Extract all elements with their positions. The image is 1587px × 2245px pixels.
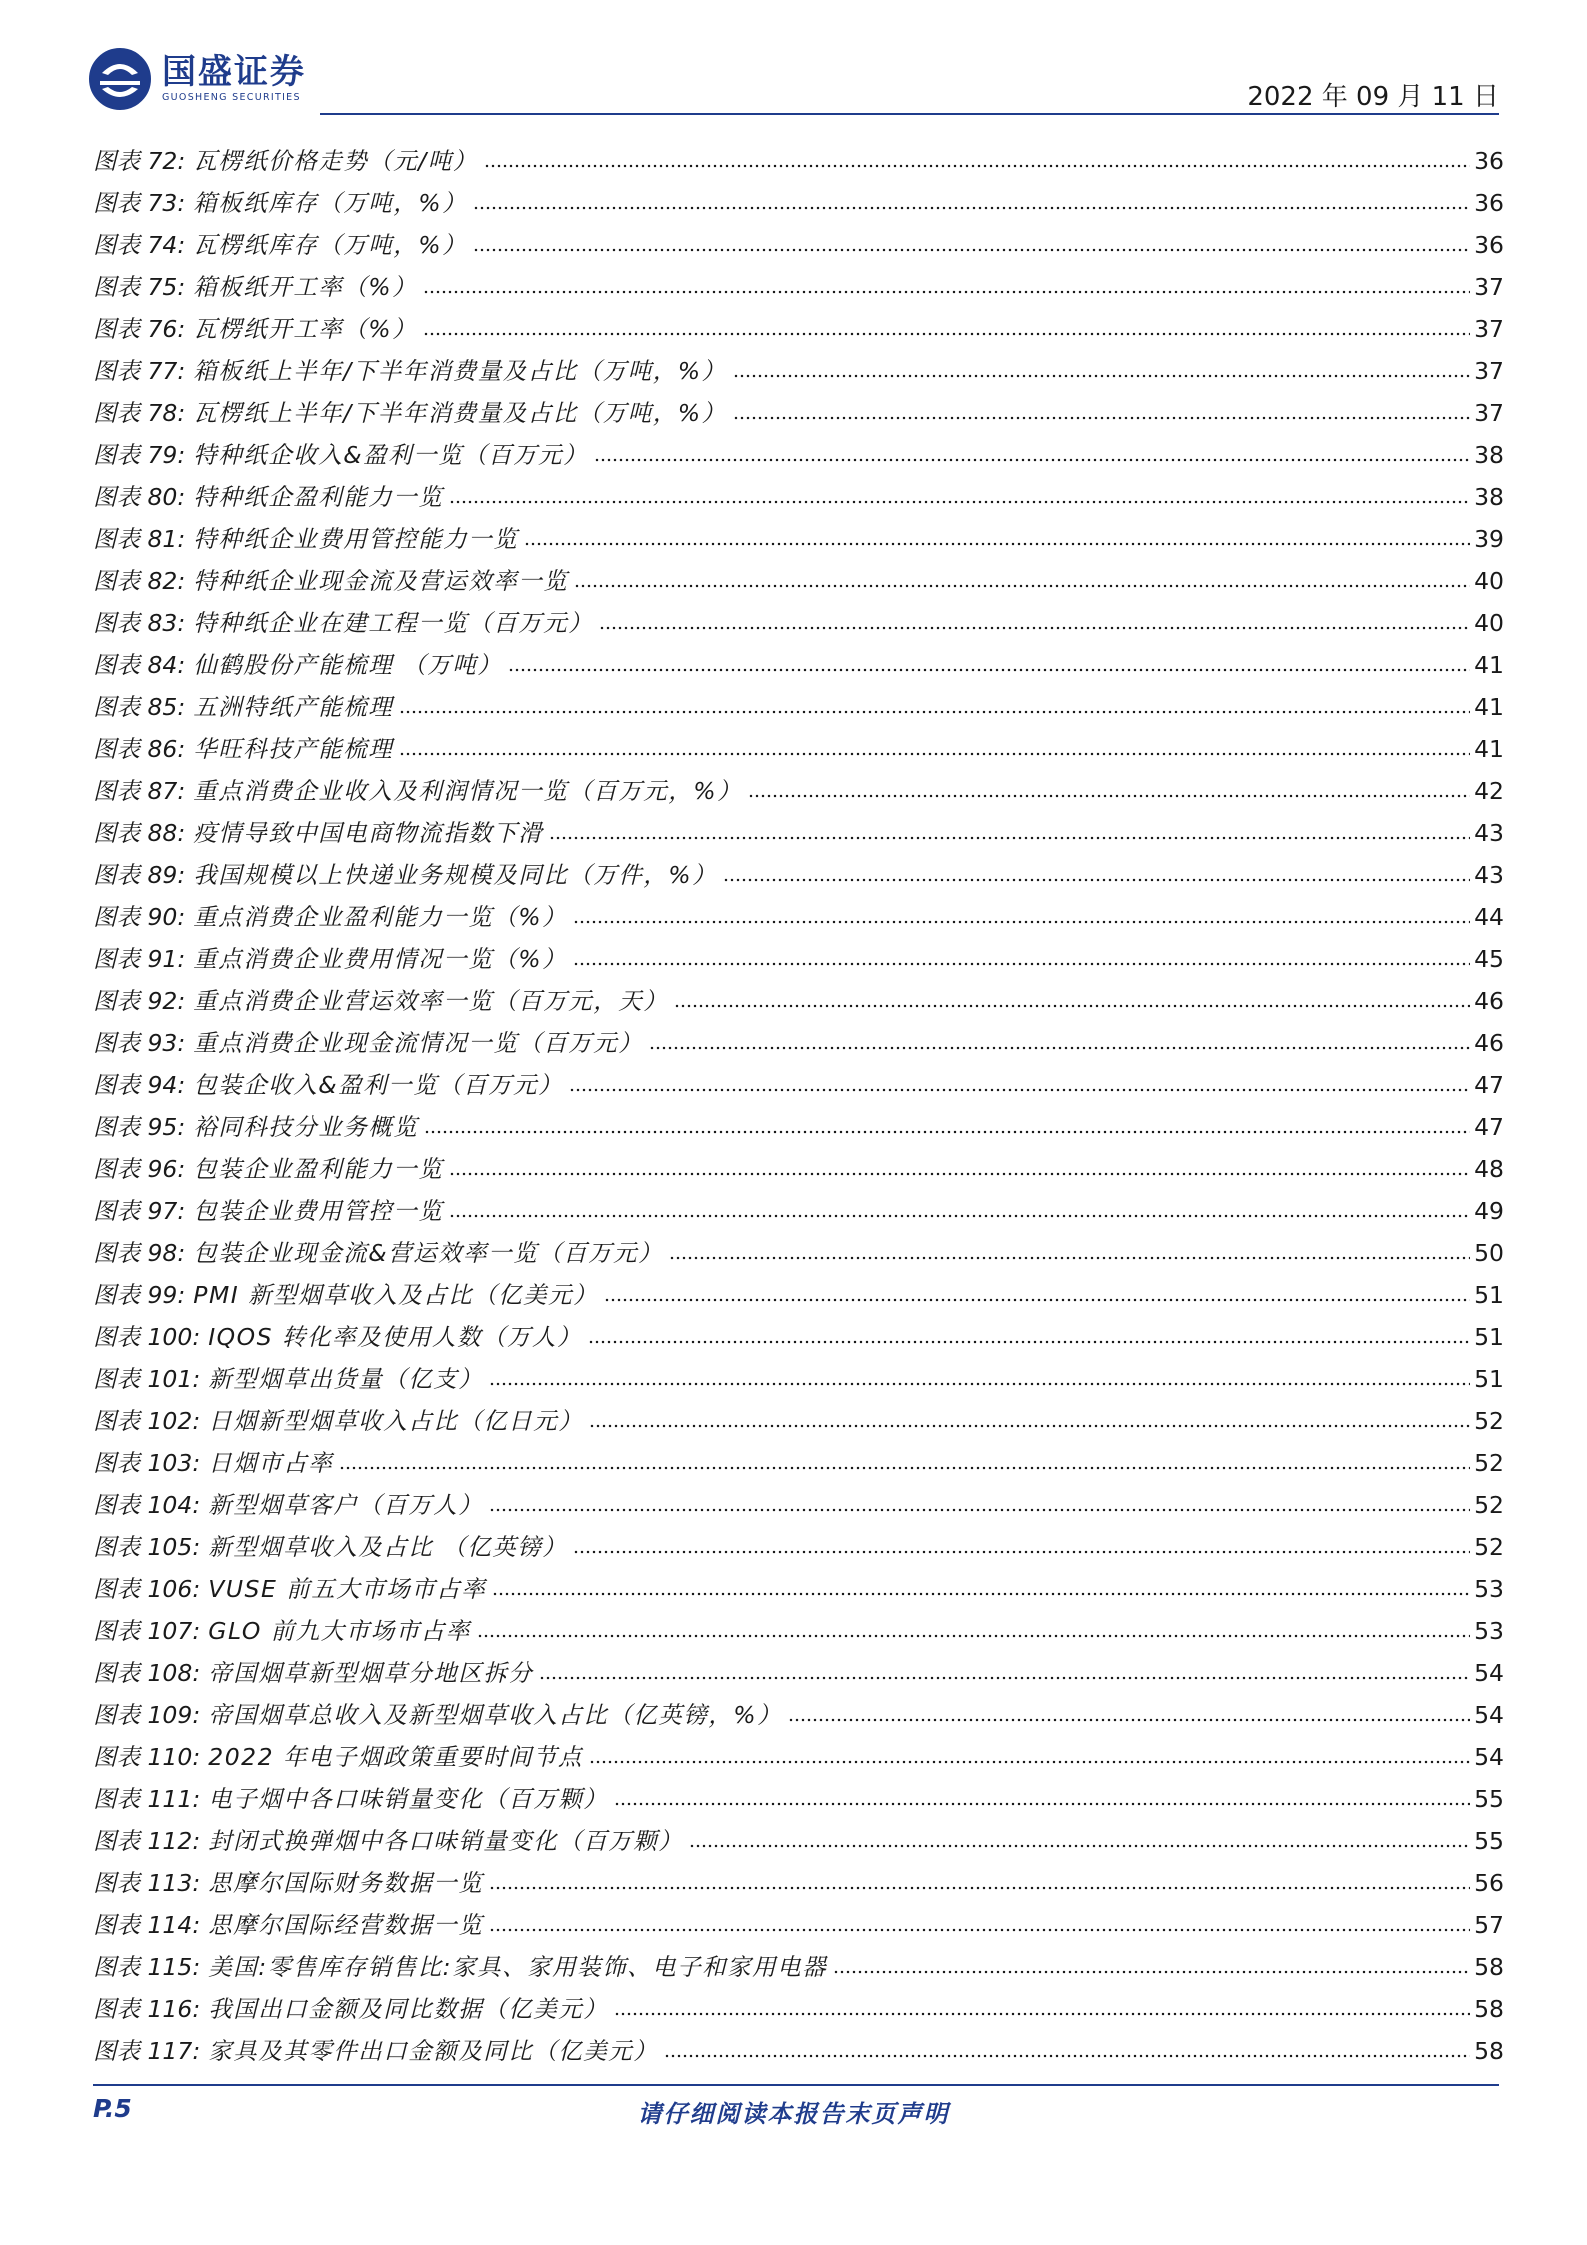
- toc-entry-page: 51: [1474, 1323, 1504, 1351]
- toc-entry-page: 40: [1474, 567, 1504, 595]
- toc-entry-page: 53: [1474, 1575, 1504, 1603]
- toc-entry[interactable]: [93, 518, 1504, 560]
- toc-entry-label: 图表 104:: [93, 1491, 201, 1519]
- toc-entry-page: 51: [1474, 1365, 1504, 1393]
- toc-entry-title: 重点消费企业营运效率一览（百万元，天）: [193, 987, 669, 1015]
- toc-entry-title: GLO 前九大市场市占率: [208, 1617, 471, 1645]
- toc-dot-leader: [489, 1506, 1470, 1514]
- toc-entry-title: VUSE 前五大市场市占率: [208, 1575, 487, 1603]
- toc-entry-title: 重点消费企业收入及利润情况一览（百万元，%）: [193, 777, 743, 805]
- toc-dot-leader: [589, 1422, 1470, 1430]
- toc-dot-leader: [573, 960, 1470, 968]
- toc-entry[interactable]: [93, 1946, 1504, 1988]
- toc-entry-label: 图表 87:: [93, 777, 186, 805]
- toc-entry-label: 图表 72:: [93, 147, 186, 175]
- toc-entry[interactable]: [93, 434, 1504, 476]
- toc-entry-label: 图表 73:: [93, 189, 186, 217]
- toc-entry-title: 瓦楞纸库存（万吨，%）: [193, 231, 468, 259]
- toc-entry[interactable]: [93, 2030, 1504, 2072]
- toc-entry-title: 瓦楞纸价格走势（元/吨）: [193, 147, 478, 175]
- toc-entry[interactable]: [93, 1652, 1504, 1694]
- toc-entry-label: 图表 92:: [93, 987, 186, 1015]
- figure-list: [93, 140, 1504, 2072]
- toc-entry[interactable]: [93, 1568, 1504, 1610]
- toc-entry-label: 图表 99:: [93, 1281, 186, 1309]
- toc-entry-label: 图表 109:: [93, 1701, 201, 1729]
- toc-entry-page: 55: [1474, 1785, 1504, 1813]
- toc-entry[interactable]: [93, 1316, 1504, 1358]
- toc-entry-page: 38: [1474, 483, 1504, 511]
- toc-entry-title: 重点消费企业费用情况一览（%）: [193, 945, 568, 973]
- toc-entry-label: 图表 78:: [93, 399, 186, 427]
- toc-entry-title: 帝国烟草新型烟草分地区拆分: [208, 1659, 534, 1687]
- toc-entry-page: 41: [1474, 651, 1504, 679]
- toc-entry-title: 五洲特纸产能梳理: [193, 693, 394, 721]
- toc-entry-page: 43: [1474, 861, 1504, 889]
- toc-entry-label: 图表 84:: [93, 651, 186, 679]
- toc-entry-page: 46: [1474, 987, 1504, 1015]
- toc-entry[interactable]: [93, 1610, 1504, 1652]
- toc-entry-title: 重点消费企业现金流情况一览（百万元）: [193, 1029, 644, 1057]
- toc-entry-label: 图表 116:: [93, 1995, 201, 2023]
- toc-entry-label: 图表 101:: [93, 1365, 201, 1393]
- toc-entry-label: 图表 93:: [93, 1029, 186, 1057]
- toc-entry-title: 新型烟草出货量（亿支）: [208, 1365, 484, 1393]
- toc-entry-title: 家具及其零件出口金额及同比（亿美元）: [208, 2037, 659, 2065]
- toc-entry-page: 57: [1474, 1911, 1504, 1939]
- toc-entry-label: 图表 81:: [93, 525, 186, 553]
- toc-entry-title: 特种纸企业现金流及营运效率一览: [193, 567, 569, 595]
- toc-entry-title: 思摩尔国际经营数据一览: [208, 1911, 484, 1939]
- toc-entry-title: 疫情导致中国电商物流指数下滑: [193, 819, 544, 847]
- toc-entry-page: 52: [1474, 1407, 1504, 1435]
- toc-entry[interactable]: [93, 728, 1504, 770]
- toc-dot-leader: [733, 372, 1471, 380]
- toc-entry[interactable]: [93, 350, 1504, 392]
- toc-dot-leader: [669, 1254, 1470, 1262]
- toc-entry-title: PMI 新型烟草收入及占比（亿美元）: [193, 1281, 599, 1309]
- toc-dot-leader: [339, 1464, 1470, 1472]
- toc-entry-page: 36: [1474, 147, 1504, 175]
- toc-entry-label: 图表 89:: [93, 861, 186, 889]
- toc-dot-leader: [589, 1758, 1470, 1766]
- toc-dot-leader: [489, 1884, 1470, 1892]
- toc-dot-leader: [664, 2052, 1470, 2060]
- toc-entry[interactable]: [93, 560, 1504, 602]
- toc-entry[interactable]: [93, 1106, 1504, 1148]
- toc-entry-label: 图表 74:: [93, 231, 186, 259]
- toc-entry[interactable]: [93, 1232, 1504, 1274]
- toc-entry-page: 50: [1474, 1239, 1504, 1267]
- toc-entry-label: 图表 94:: [93, 1071, 186, 1099]
- toc-entry-label: 图表 95:: [93, 1113, 186, 1141]
- toc-entry-label: 图表 97:: [93, 1197, 186, 1225]
- toc-dot-leader: [473, 204, 1470, 212]
- toc-entry-title: 新型烟草客户（百万人）: [208, 1491, 484, 1519]
- toc-entry[interactable]: [93, 1820, 1504, 1862]
- toc-entry-page: 37: [1474, 357, 1504, 385]
- toc-dot-leader: [573, 918, 1470, 926]
- toc-entry[interactable]: [93, 1274, 1504, 1316]
- toc-entry-label: 图表 106:: [93, 1575, 201, 1603]
- toc-entry-label: 图表 117:: [93, 2037, 201, 2065]
- toc-entry-title: 仙鹤股份产能梳理 （万吨）: [193, 651, 503, 679]
- toc-dot-leader: [424, 1128, 1470, 1136]
- page-number: P.5: [93, 2094, 132, 2123]
- toc-entry-page: 40: [1474, 609, 1504, 637]
- toc-dot-leader: [524, 540, 1470, 548]
- toc-entry-label: 图表 115:: [93, 1953, 201, 1981]
- toc-entry[interactable]: [93, 602, 1504, 644]
- toc-entry-page: 53: [1474, 1617, 1504, 1645]
- toc-entry-page: 48: [1474, 1155, 1504, 1183]
- toc-dot-leader: [723, 876, 1470, 884]
- toc-dot-leader: [449, 1212, 1470, 1220]
- toc-entry-title: 2022 年电子烟政策重要时间节点: [208, 1743, 584, 1771]
- toc-entry[interactable]: [93, 266, 1504, 308]
- toc-entry[interactable]: [93, 980, 1504, 1022]
- toc-dot-leader: [423, 330, 1470, 338]
- toc-dot-leader: [539, 1674, 1470, 1682]
- toc-entry-label: 图表 83:: [93, 609, 186, 637]
- toc-entry-label: 图表 100:: [93, 1323, 201, 1351]
- toc-dot-leader: [449, 498, 1470, 506]
- toc-dot-leader: [569, 1086, 1470, 1094]
- toc-entry-title: 特种纸企收入&盈利一览（百万元）: [193, 441, 589, 469]
- toc-entry-label: 图表 75:: [93, 273, 186, 301]
- toc-entry-label: 图表 91:: [93, 945, 186, 973]
- toc-entry[interactable]: [93, 1400, 1504, 1442]
- toc-entry-label: 图表 90:: [93, 903, 186, 931]
- toc-dot-leader: [689, 1842, 1470, 1850]
- toc-entry-page: 37: [1474, 315, 1504, 343]
- toc-dot-leader: [449, 1170, 1470, 1178]
- logo-en-text: GUOSHENG SECURITIES: [162, 92, 301, 103]
- toc-entry-page: 37: [1474, 399, 1504, 427]
- toc-dot-leader: [549, 834, 1470, 842]
- toc-entry-page: 39: [1474, 525, 1504, 553]
- toc-entry-page: 58: [1474, 2037, 1504, 2065]
- toc-entry-page: 38: [1474, 441, 1504, 469]
- toc-entry[interactable]: [93, 1484, 1504, 1526]
- toc-entry-title: 瓦楞纸上半年/下半年消费量及占比（万吨，%）: [193, 399, 727, 427]
- toc-entry-label: 图表 111:: [93, 1785, 201, 1813]
- toc-entry-title: 包装企收入&盈利一览（百万元）: [193, 1071, 564, 1099]
- toc-entry[interactable]: [93, 1694, 1504, 1736]
- toc-entry-page: 58: [1474, 1953, 1504, 1981]
- toc-entry-title: 特种纸企业费用管控能力一览: [193, 525, 519, 553]
- toc-entry-page: 54: [1474, 1743, 1504, 1771]
- toc-dot-leader: [788, 1716, 1470, 1724]
- toc-entry[interactable]: [93, 1022, 1504, 1064]
- toc-dot-leader: [614, 2010, 1470, 2018]
- toc-entry-title: 美国:零售库存销售比:家具、家用装饰、电子和家用电器: [208, 1953, 828, 1981]
- toc-entry[interactable]: [93, 1526, 1504, 1568]
- toc-entry[interactable]: [93, 140, 1504, 182]
- toc-entry-page: 47: [1474, 1113, 1504, 1141]
- toc-entry-title: 包装企业费用管控一览: [193, 1197, 444, 1225]
- toc-entry-page: 45: [1474, 945, 1504, 973]
- toc-entry-page: 55: [1474, 1827, 1504, 1855]
- toc-dot-leader: [733, 414, 1471, 422]
- footer-divider: [93, 2084, 1499, 2086]
- toc-entry[interactable]: [93, 1190, 1504, 1232]
- toc-entry-title: 我国出口金额及同比数据（亿美元）: [208, 1995, 609, 2023]
- toc-dot-leader: [423, 288, 1470, 296]
- logo-cn-text: 国盛证券: [162, 52, 306, 92]
- guosheng-logo-icon: [88, 47, 152, 111]
- toc-entry-title: 箱板纸库存（万吨，%）: [193, 189, 468, 217]
- toc-entry[interactable]: [93, 1904, 1504, 1946]
- company-logo: [88, 44, 306, 114]
- toc-entry-page: 52: [1474, 1533, 1504, 1561]
- toc-entry-title: 思摩尔国际财务数据一览: [208, 1869, 484, 1897]
- toc-entry-label: 图表 88:: [93, 819, 186, 847]
- toc-entry-label: 图表 80:: [93, 483, 186, 511]
- toc-entry-page: 37: [1474, 273, 1504, 301]
- toc-entry-page: 43: [1474, 819, 1504, 847]
- toc-entry-page: 51: [1474, 1281, 1504, 1309]
- toc-entry-label: 图表 108:: [93, 1659, 201, 1687]
- toc-entry-page: 42: [1474, 777, 1504, 805]
- toc-entry[interactable]: [93, 224, 1504, 266]
- toc-entry-title: 华旺科技产能梳理: [193, 735, 394, 763]
- toc-entry-label: 图表 103:: [93, 1449, 201, 1477]
- toc-entry-label: 图表 105:: [93, 1533, 201, 1561]
- toc-entry-page: 52: [1474, 1449, 1504, 1477]
- toc-entry[interactable]: [93, 1358, 1504, 1400]
- toc-entry-label: 图表 112:: [93, 1827, 201, 1855]
- toc-entry-page: 46: [1474, 1029, 1504, 1057]
- toc-entry[interactable]: [93, 1442, 1504, 1484]
- toc-entry-title: 包装企业现金流&营运效率一览（百万元）: [193, 1239, 664, 1267]
- toc-dot-leader: [477, 1632, 1470, 1640]
- toc-dot-leader: [833, 1968, 1470, 1976]
- toc-entry-title: 特种纸企业在建工程一览（百万元）: [193, 609, 594, 637]
- toc-dot-leader: [748, 792, 1470, 800]
- toc-entry[interactable]: [93, 686, 1504, 728]
- toc-entry-title: 瓦楞纸开工率（%）: [193, 315, 418, 343]
- toc-entry-title: 帝国烟草总收入及新型烟草收入占比（亿英镑，%）: [208, 1701, 783, 1729]
- toc-entry[interactable]: [93, 1736, 1504, 1778]
- disclaimer-note: 请仔细阅读本报告末页声明: [637, 2100, 950, 2128]
- toc-dot-leader: [594, 456, 1470, 464]
- toc-entry[interactable]: [93, 1778, 1504, 1820]
- toc-entry-page: 47: [1474, 1071, 1504, 1099]
- toc-entry[interactable]: [93, 854, 1504, 896]
- toc-entry-page: 54: [1474, 1659, 1504, 1687]
- toc-entry[interactable]: [93, 476, 1504, 518]
- toc-entry-page: 49: [1474, 1197, 1504, 1225]
- toc-entry[interactable]: [93, 1148, 1504, 1190]
- toc-entry-title: 我国规模以上快递业务规模及同比（万件，%）: [193, 861, 718, 889]
- toc-entry-page: 54: [1474, 1701, 1504, 1729]
- toc-entry[interactable]: [93, 1988, 1504, 2030]
- page-header: [0, 0, 1587, 120]
- toc-entry-label: 图表 82:: [93, 567, 186, 595]
- toc-entry-title: 裕同科技分业务概览: [193, 1113, 419, 1141]
- toc-entry-title: 电子烟中各口味销量变化（百万颗）: [208, 1785, 609, 1813]
- toc-entry[interactable]: [93, 896, 1504, 938]
- toc-entry-title: 日烟市占率: [208, 1449, 334, 1477]
- toc-entry-title: 新型烟草收入及占比 （亿英镑）: [208, 1533, 568, 1561]
- toc-entry[interactable]: [93, 182, 1504, 224]
- toc-entry[interactable]: [93, 392, 1504, 434]
- report-date: 2022 年 09 月 11 日: [1247, 82, 1499, 112]
- toc-entry-label: 图表 110:: [93, 1743, 201, 1771]
- toc-entry-label: 图表 86:: [93, 735, 186, 763]
- toc-entry-title: 箱板纸上半年/下半年消费量及占比（万吨，%）: [193, 357, 727, 385]
- toc-dot-leader: [508, 666, 1470, 674]
- toc-dot-leader: [614, 1800, 1470, 1808]
- toc-entry-title: 包装企业盈利能力一览: [193, 1155, 444, 1183]
- toc-dot-leader: [473, 246, 1470, 254]
- toc-entry-title: IQOS 转化率及使用人数（万人）: [208, 1323, 583, 1351]
- toc-entry-page: 41: [1474, 735, 1504, 763]
- toc-entry-page: 44: [1474, 903, 1504, 931]
- toc-entry[interactable]: [93, 770, 1504, 812]
- toc-dot-leader: [674, 1002, 1470, 1010]
- toc-entry-title: 封闭式换弹烟中各口味销量变化（百万颗）: [208, 1827, 684, 1855]
- toc-entry-label: 图表 113:: [93, 1869, 201, 1897]
- toc-entry-label: 图表 114:: [93, 1911, 201, 1939]
- toc-entry-label: 图表 96:: [93, 1155, 186, 1183]
- header-divider: [320, 113, 1499, 115]
- toc-entry-title: 重点消费企业盈利能力一览（%）: [193, 903, 568, 931]
- toc-entry-page: 58: [1474, 1995, 1504, 2023]
- toc-entry-label: 图表 102:: [93, 1407, 201, 1435]
- toc-entry[interactable]: [93, 644, 1504, 686]
- toc-entry-page: 36: [1474, 231, 1504, 259]
- toc-dot-leader: [492, 1590, 1470, 1598]
- toc-entry[interactable]: [93, 938, 1504, 980]
- toc-entry[interactable]: [93, 1862, 1504, 1904]
- toc-entry[interactable]: [93, 812, 1504, 854]
- toc-entry-title: 箱板纸开工率（%）: [193, 273, 418, 301]
- toc-dot-leader: [599, 624, 1470, 632]
- toc-entry-label: 图表 76:: [93, 315, 186, 343]
- toc-entry-label: 图表 77:: [93, 357, 186, 385]
- toc-entry-page: 52: [1474, 1491, 1504, 1519]
- toc-entry-page: 36: [1474, 189, 1504, 217]
- toc-dot-leader: [649, 1044, 1470, 1052]
- toc-entry-page: 41: [1474, 693, 1504, 721]
- toc-entry[interactable]: [93, 308, 1504, 350]
- toc-dot-leader: [399, 750, 1470, 758]
- toc-entry-label: 图表 107:: [93, 1617, 201, 1645]
- toc-dot-leader: [484, 162, 1470, 170]
- toc-dot-leader: [489, 1380, 1470, 1388]
- toc-entry-page: 56: [1474, 1869, 1504, 1897]
- toc-entry[interactable]: [93, 1064, 1504, 1106]
- toc-dot-leader: [604, 1296, 1470, 1304]
- toc-entry-title: 日烟新型烟草收入占比（亿日元）: [208, 1407, 584, 1435]
- toc-dot-leader: [489, 1926, 1470, 1934]
- toc-entry-title: 特种纸企盈利能力一览: [193, 483, 444, 511]
- toc-entry-label: 图表 98:: [93, 1239, 186, 1267]
- toc-entry-label: 图表 85:: [93, 693, 186, 721]
- toc-dot-leader: [399, 708, 1470, 716]
- toc-dot-leader: [574, 582, 1470, 590]
- toc-dot-leader: [588, 1338, 1470, 1346]
- toc-dot-leader: [573, 1548, 1470, 1556]
- toc-entry-label: 图表 79:: [93, 441, 186, 469]
